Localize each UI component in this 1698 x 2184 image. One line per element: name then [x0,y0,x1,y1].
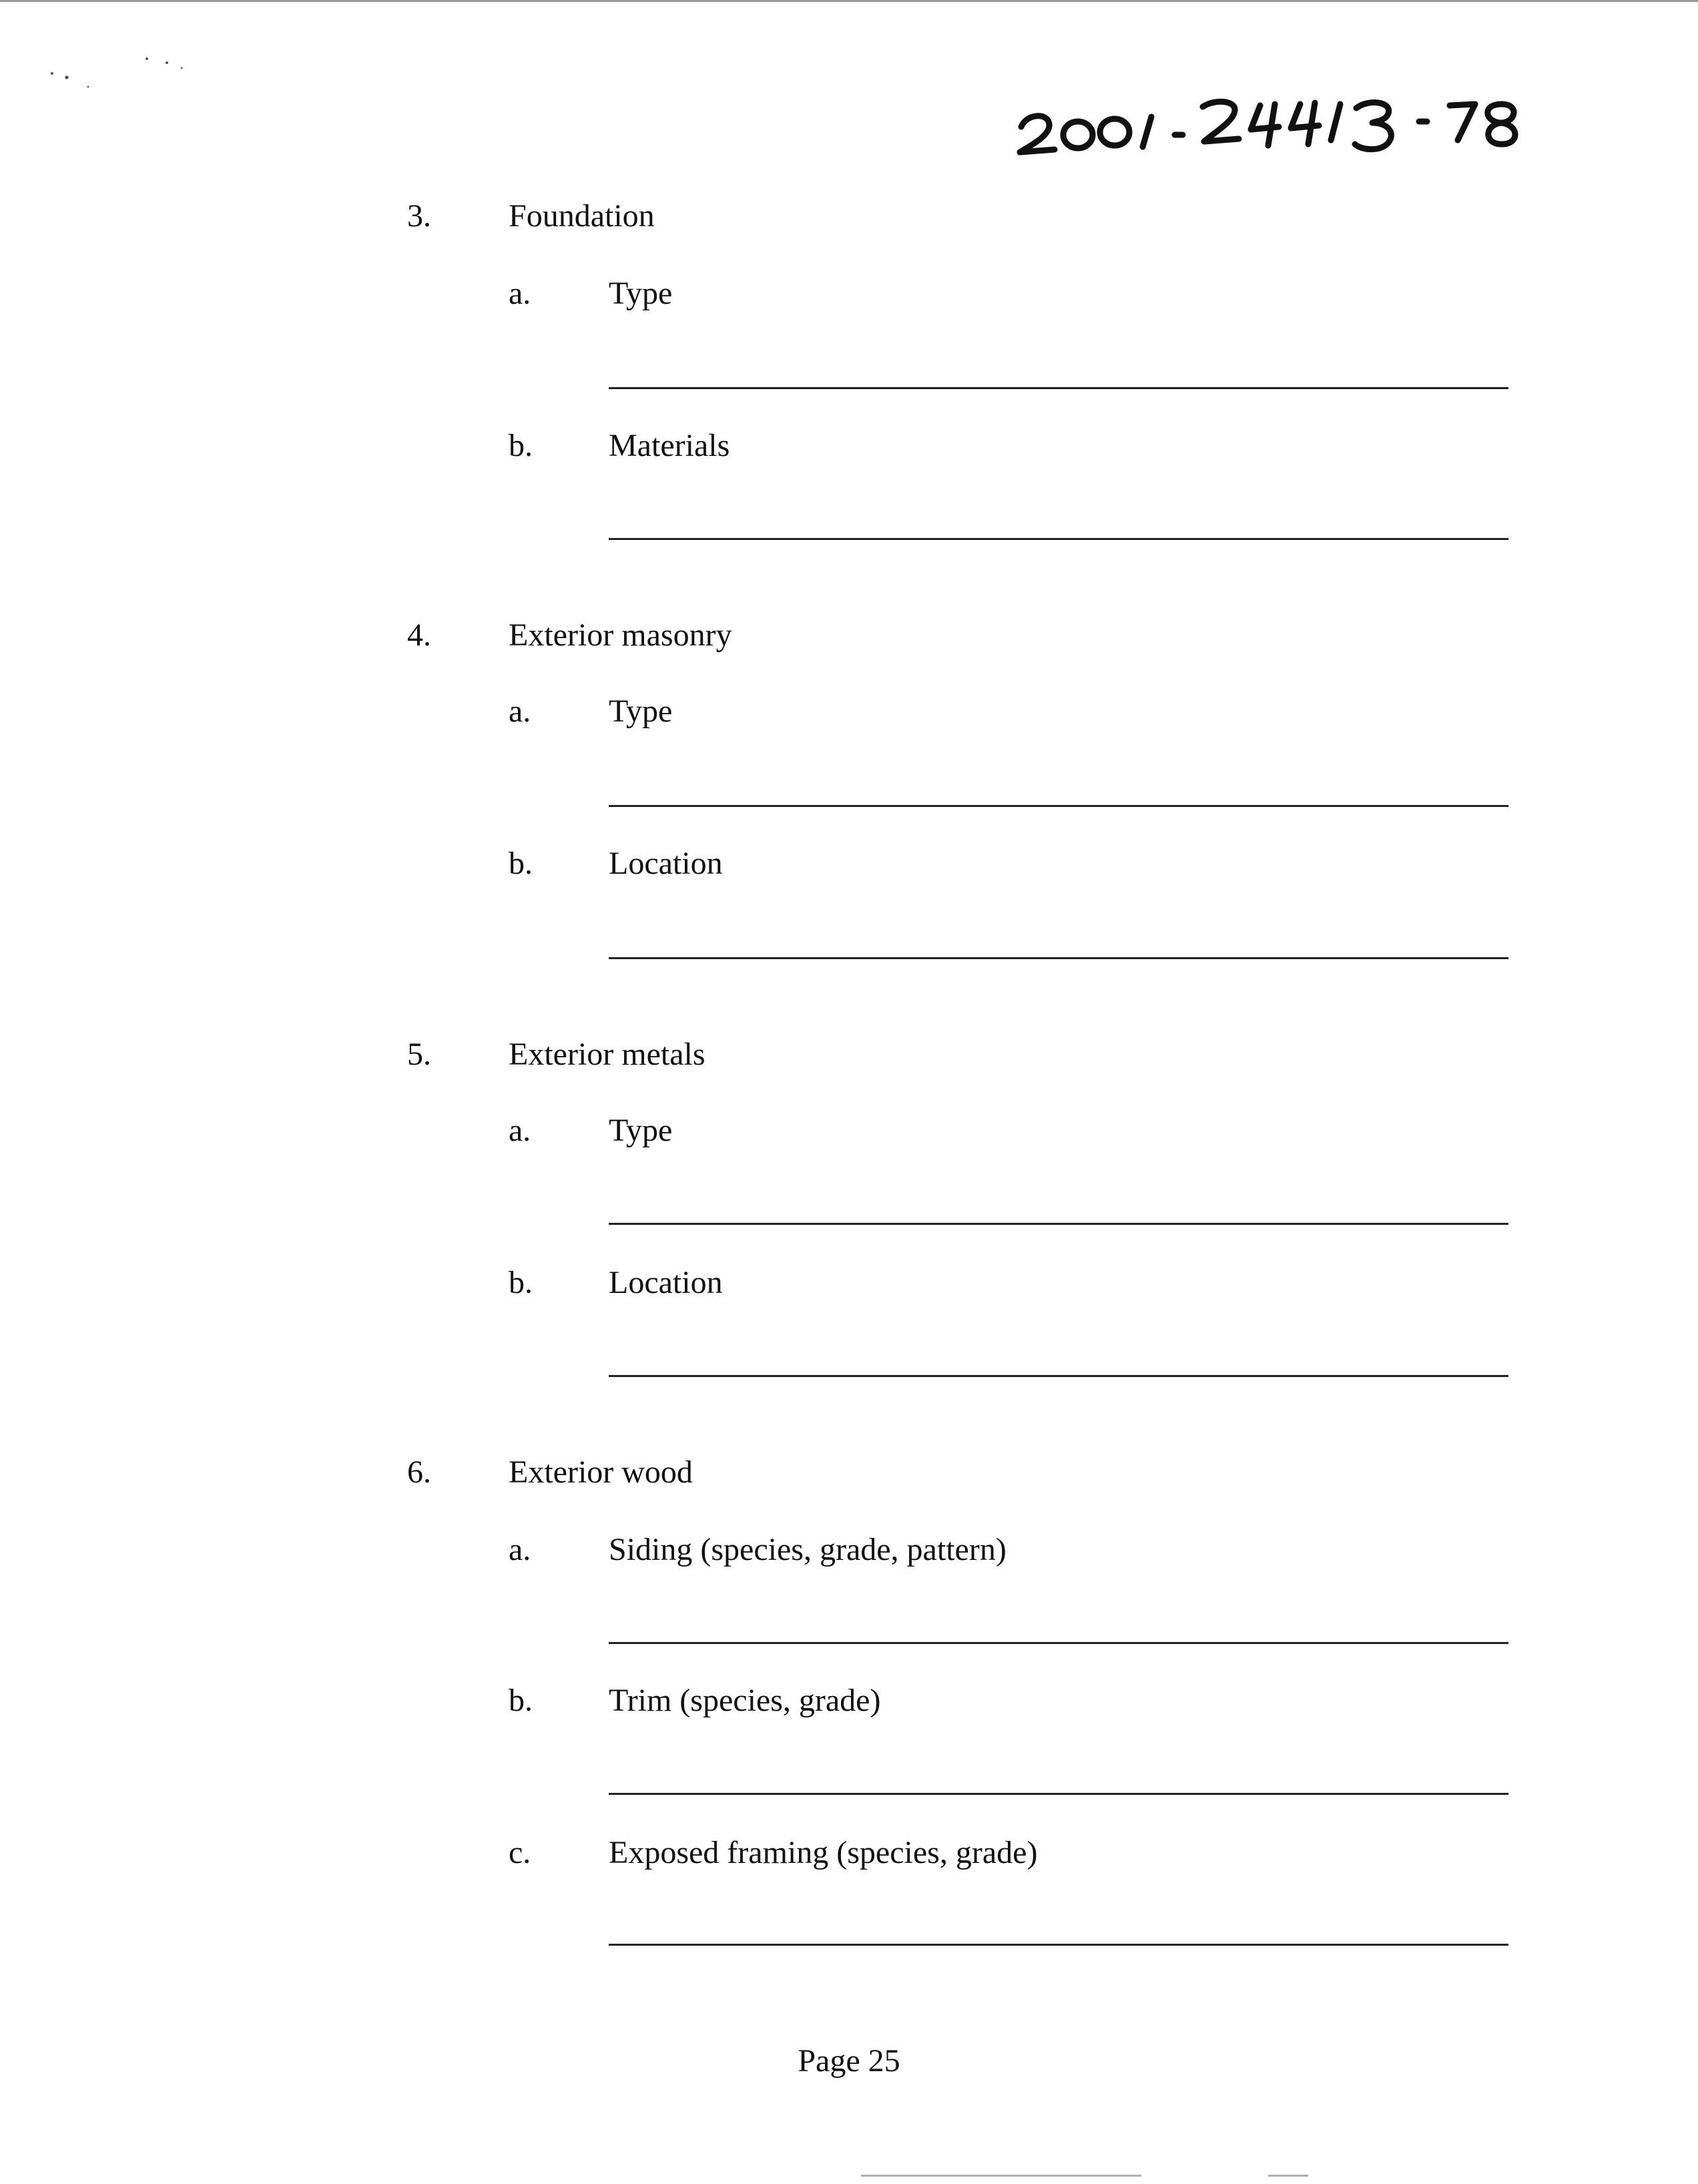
item-letter: b. [509,428,533,463]
section-title-exterior-masonry: Exterior masonry [509,617,732,653]
answer-line-masonry-type[interactable] [609,805,1508,807]
item-letter: c. [509,1835,531,1870]
answer-line-wood-siding[interactable] [609,1642,1508,1644]
page-number: Page 25 [798,2043,900,2079]
item-letter: b. [509,846,533,881]
item-label-wood-exposed-framing: Exposed framing (species, grade) [609,1835,1038,1870]
scan-edge-bottom [1268,2175,1308,2177]
item-letter: a. [509,1113,531,1148]
scan-edge-bottom [861,2175,1141,2177]
item-label-masonry-type: Type [609,694,673,729]
section-title-foundation: Foundation [509,198,655,234]
section-number: 3. [407,198,431,234]
answer-line-foundation-materials[interactable] [609,538,1508,540]
item-label-wood-siding: Siding (species, grade, pattern) [609,1532,1007,1567]
section-number: 6. [407,1454,431,1490]
item-label-metals-type: Type [609,1113,673,1148]
section-number: 5. [407,1037,431,1072]
section-number: 4. [407,617,431,653]
scan-specks [47,53,194,100]
item-letter: b. [509,1265,533,1300]
section-title-exterior-wood: Exterior wood [509,1454,693,1490]
item-letter: a. [509,276,531,311]
item-letter: a. [509,1532,531,1567]
answer-line-wood-exposed-framing[interactable] [609,1944,1508,1946]
item-label-wood-trim: Trim (species, grade) [609,1683,881,1718]
answer-line-metals-location[interactable] [609,1375,1508,1377]
item-letter: a. [509,694,531,729]
item-label-masonry-location: Location [609,846,723,881]
section-title-exterior-metals: Exterior metals [509,1037,705,1072]
item-label-foundation-type: Type [609,276,673,311]
answer-line-metals-type[interactable] [609,1223,1508,1225]
item-label-metals-location: Location [609,1265,723,1300]
answer-line-masonry-location[interactable] [609,957,1508,959]
item-letter: b. [509,1683,533,1718]
scan-edge-top [0,0,1698,2]
handwritten-document-id [1015,80,1562,167]
answer-line-wood-trim[interactable] [609,1793,1508,1795]
answer-line-foundation-type[interactable] [609,387,1508,389]
item-label-foundation-materials: Materials [609,428,730,463]
